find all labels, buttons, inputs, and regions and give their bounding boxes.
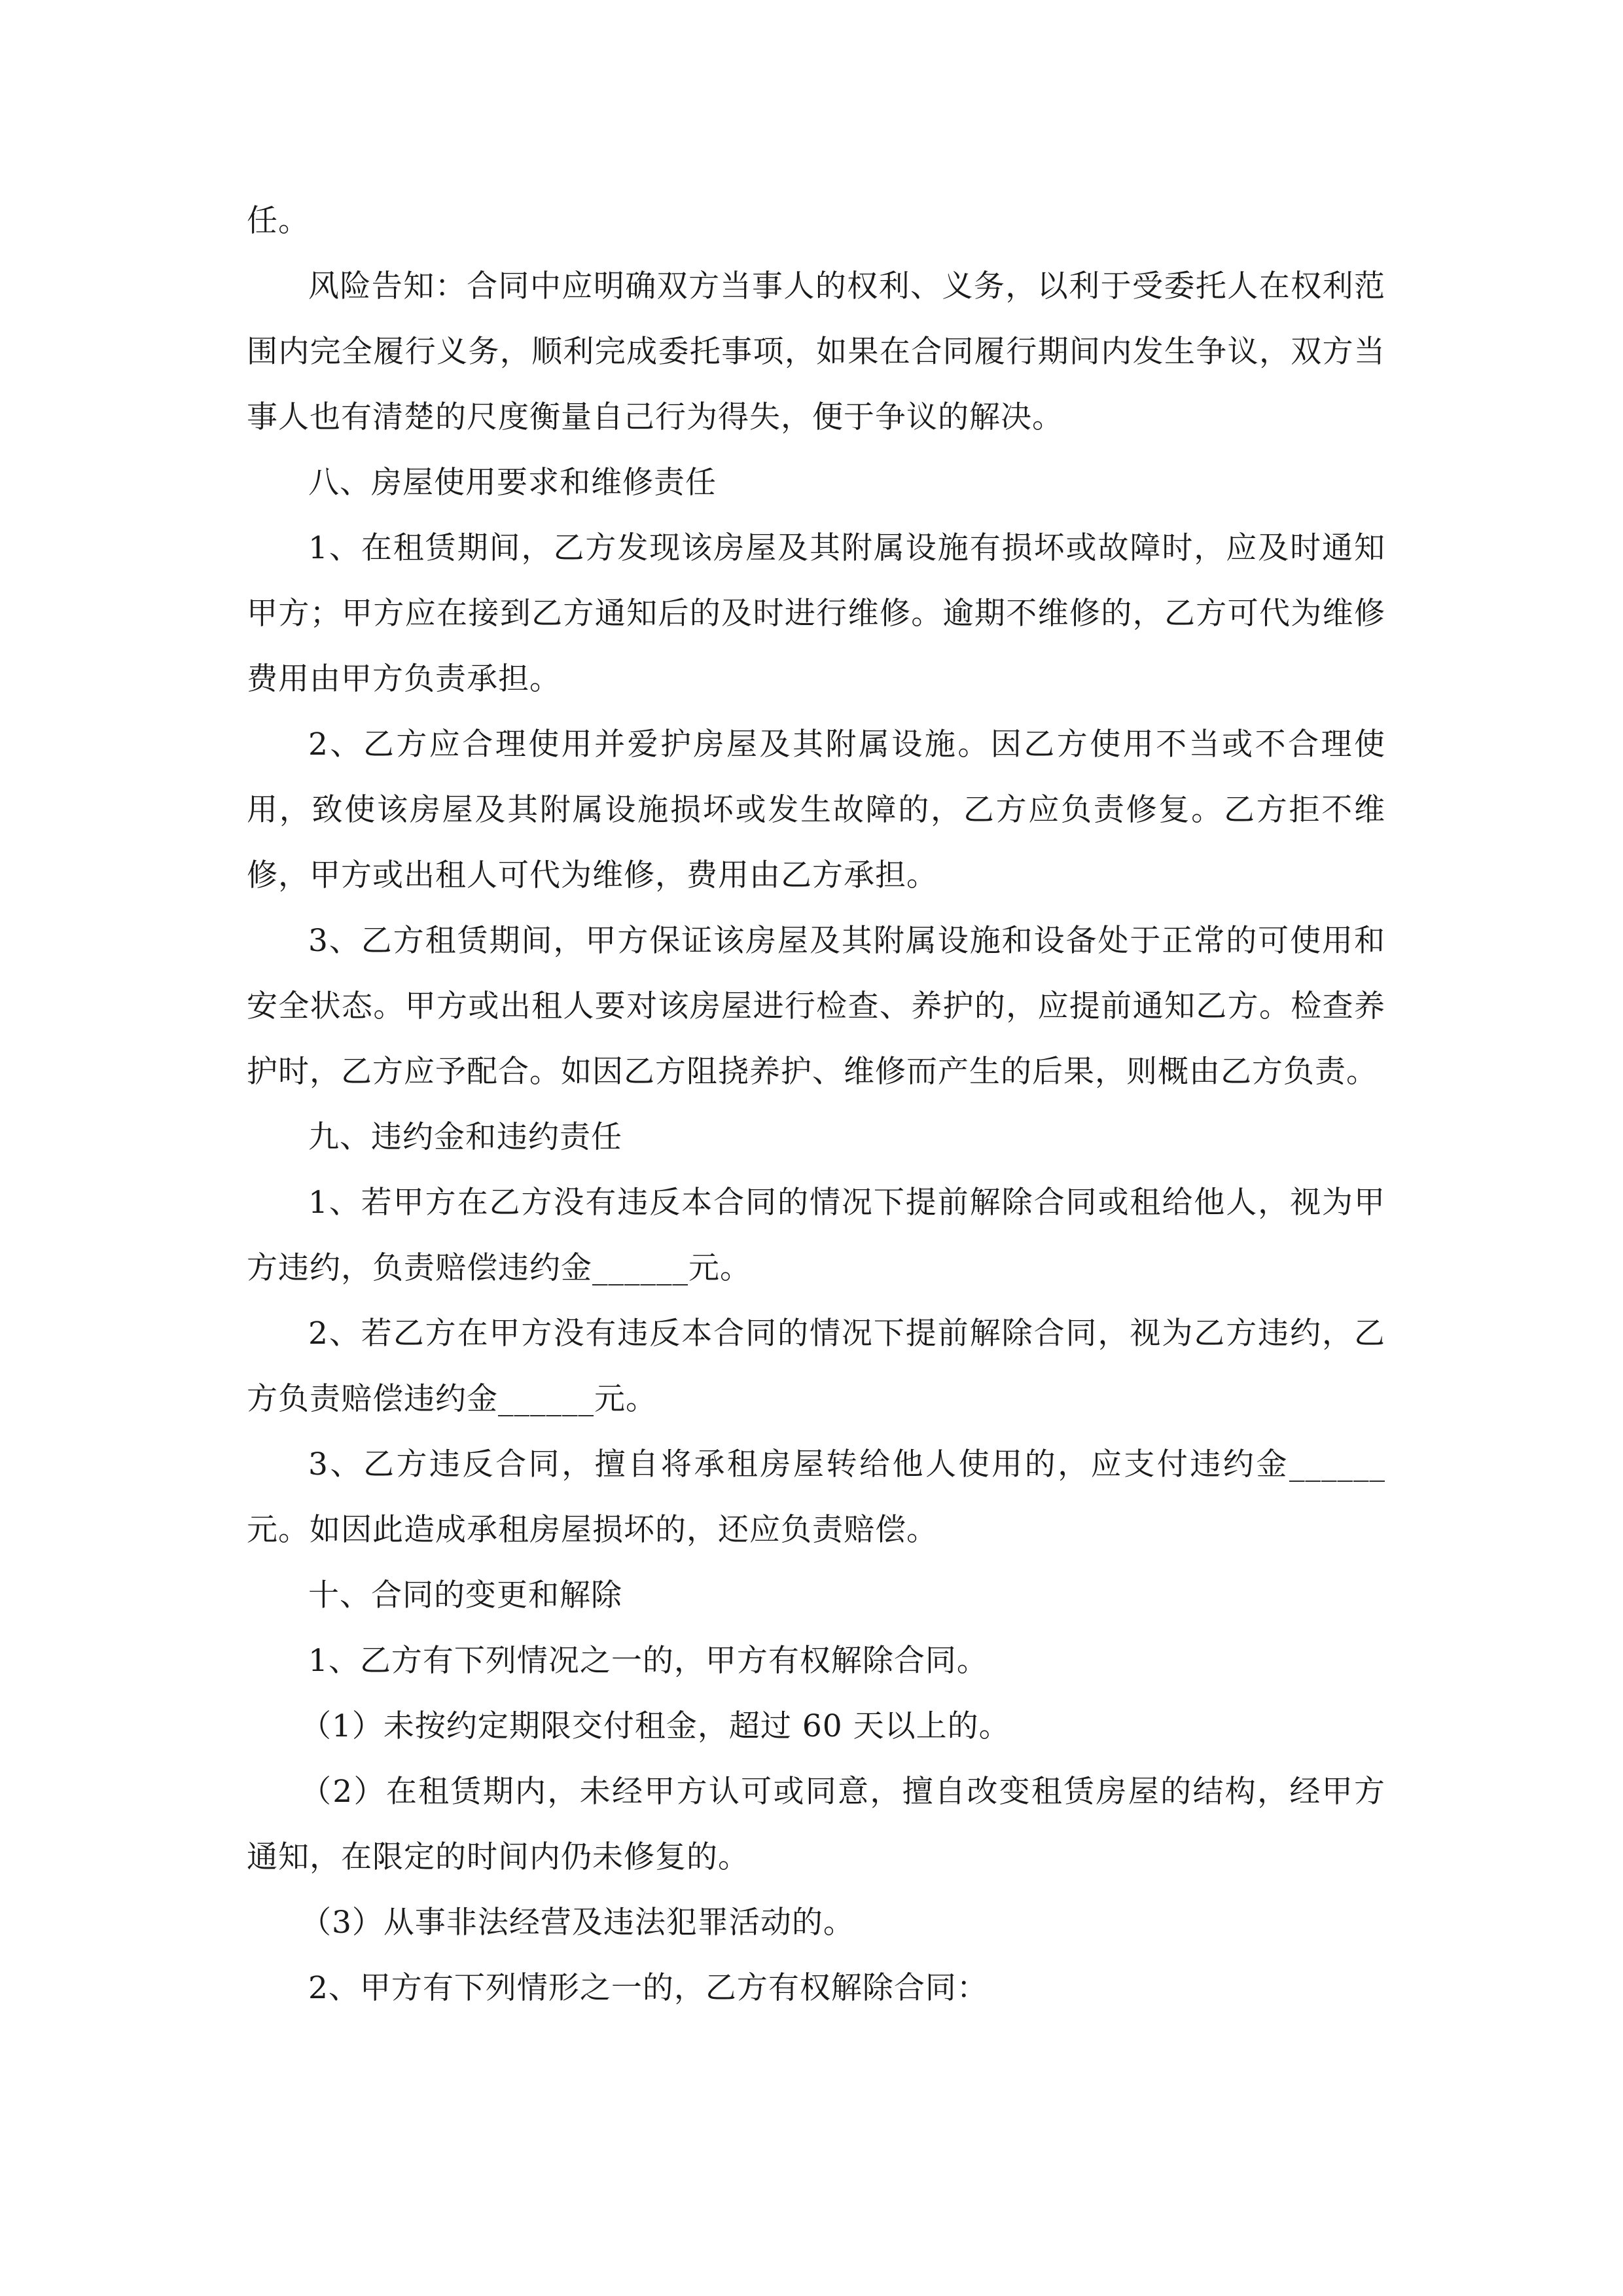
clause-10-2: 2、甲方有下列情形之一的，乙方有权解除合同： — [308, 1970, 988, 2006]
clause-8-2: 2、乙方应合理使用并爱护房屋及其附属设施。因乙方使用不当或不合理使用，致使该房屋及其附属设施损坏或发生故障的，乙方应负责修复。乙方拒不维修，甲方或出租人可代为维修，费用由乙方承担。 — [247, 726, 1385, 893]
clause-10-1-item-2: （2）在租赁期内，未经甲方认可或同意，擅自改变租赁房屋的结构，经甲方通知，在限定的时间内仍未修复的。 — [247, 1774, 1385, 1875]
clause-8-3: 3、乙方租赁期间，甲方保证该房屋及其附属设施和设备处于正常的可使用和安全状态。甲方或出租人要对该房屋进行检查、养护的，应提前通知乙方。检查养护时，乙方应予配合。如因乙方阻挠养护、维修而产生的后果，则概由乙方负责。 — [247, 923, 1385, 1090]
clause-10-1: 1、乙方有下列情况之一的，甲方有权解除合同。 — [308, 1643, 988, 1679]
clause-9-3: 3、乙方违反合同，擅自将承租房屋转给他人使用的，应支付违约金______元。如因此造成承租房屋损坏的，还应负责赔偿。 — [247, 1446, 1385, 1548]
paragraph-continuation: 任。 — [247, 203, 310, 239]
clause-10-1-item-1: （1）未按约定期限交付租金，超过 60 天以上的。 — [300, 1708, 1010, 1744]
clause-9-2: 2、若乙方在甲方没有违反本合同的情况下提前解除合同，视为乙方违约，乙方负责赔偿违约金______元。 — [247, 1316, 1385, 1417]
section-heading-10: 十、合同的变更和解除 — [308, 1577, 622, 1613]
section-heading-8: 八、房屋使用要求和维修责任 — [308, 465, 717, 501]
document-body — [247, 188, 1385, 2021]
clause-9-1: 1、若甲方在乙方没有违反本合同的情况下提前解除合同或租给他人，视为甲方违约，负责赔偿违约金______元。 — [247, 1185, 1385, 1286]
clause-8-1: 1、在租赁期间，乙方发现该房屋及其附属设施有损坏或故障时，应及时通知甲方；甲方应在接到乙方通知后的及时进行维修。逾期不维修的，乙方可代为维修费用由甲方负责承担。 — [247, 530, 1385, 697]
section-heading-9: 九、违约金和违约责任 — [308, 1119, 622, 1155]
clause-10-1-item-3: （3）从事非法经营及违法犯罪活动的。 — [300, 1905, 855, 1941]
paragraph-risk-notice: 风险告知：合同中应明确双方当事人的权利、义务，以利于受委托人在权利范围内完全履行义务，顺利完成委托事项，如果在合同履行期间内发生争议，双方当事人也有清楚的尺度衡量自己行为得失，便于争议的解决。 — [247, 268, 1385, 435]
